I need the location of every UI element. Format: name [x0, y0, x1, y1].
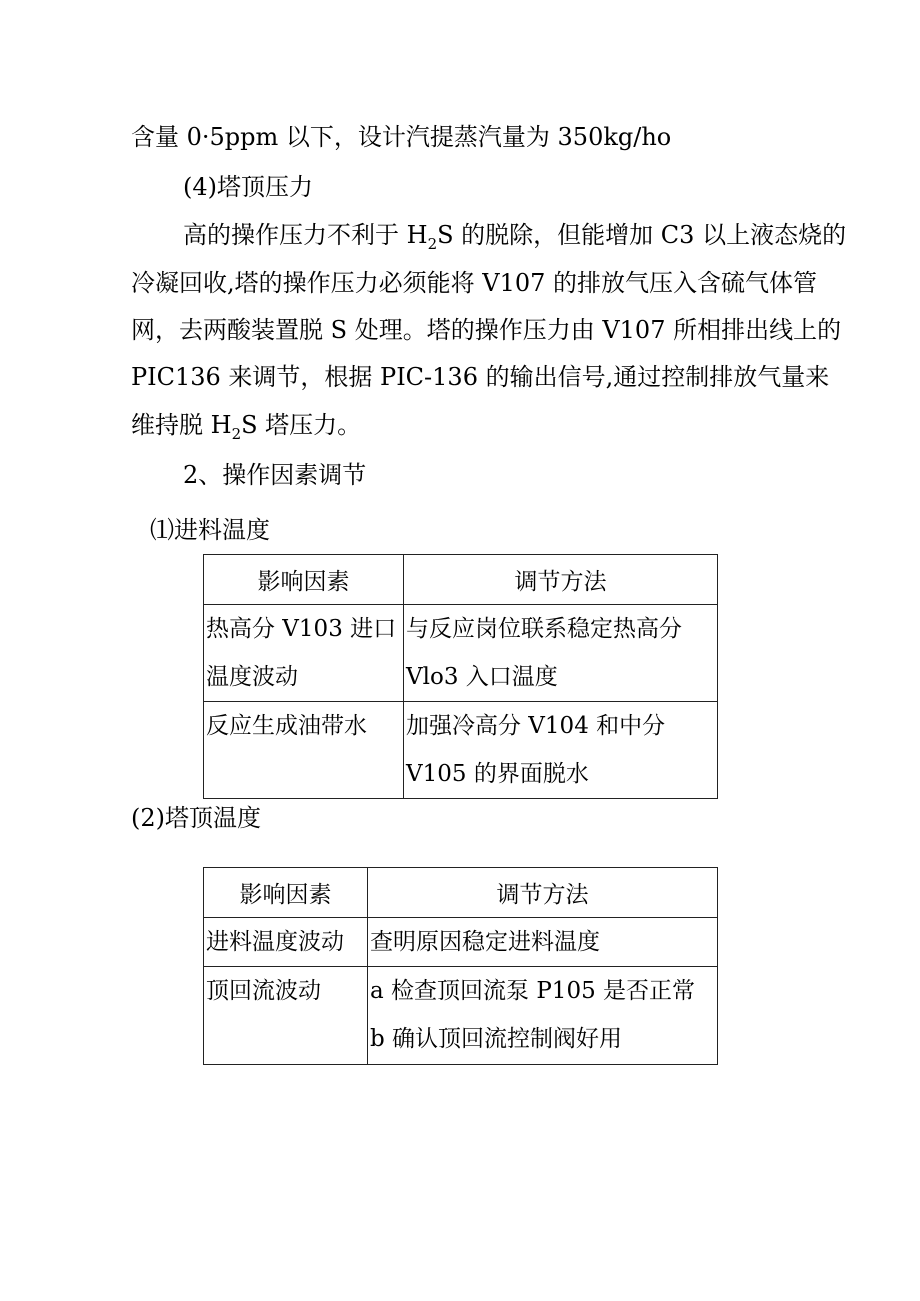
- subsection-heading: (2)塔顶温度: [131, 804, 261, 832]
- paragraph-line: PIC136 来调节，根据 PIC-136 的输出信号,通过控制排放气量来: [131, 363, 830, 391]
- cell-text: 与反应岗位联系稳定热高分: [406, 616, 682, 642]
- adjustment-table-feed-temperature: [203, 554, 718, 799]
- column-header: 调节方法: [404, 555, 718, 605]
- cell-text: 热高分 V103 进口: [206, 616, 397, 642]
- column-header: 调节方法: [368, 868, 718, 918]
- cell-text: Vlo3 入口温度: [406, 664, 558, 690]
- subsection-heading: (4)塔顶压力: [183, 173, 313, 201]
- factor-cell: [204, 605, 404, 702]
- method-cell: [404, 605, 718, 702]
- paragraph-line: 冷凝回收,塔的操作压力必须能将 V107 的排放气压入含硫气体管: [131, 269, 818, 297]
- cell-text: V105 的界面脱水: [406, 761, 589, 787]
- cell-text: 顶回流波动: [206, 978, 321, 1004]
- cell-text: 进料温度波动: [206, 929, 344, 955]
- subscript: 2: [231, 425, 242, 443]
- cell-text: 温度波动: [206, 664, 298, 690]
- paragraph-line: 含量 0·5ppm 以下，设计汽提蒸汽量为 350kg/ho: [131, 123, 672, 151]
- column-header: 影响因素: [204, 555, 404, 605]
- column-header: 影响因素: [204, 868, 368, 918]
- table-row: [204, 605, 718, 702]
- paragraph-line: [131, 410, 362, 443]
- text-fragment: 维持脱 H: [131, 411, 232, 439]
- table-row: [204, 918, 718, 967]
- factor-cell: [204, 918, 368, 967]
- cell-text: a 检查顶回流泵 P105 是否正常: [370, 978, 696, 1004]
- table-row: [204, 702, 718, 799]
- subsection-heading: ⑴进料温度: [150, 516, 270, 544]
- text-fragment: S 的脱除，但能增加 C3 以上液态烧的: [437, 221, 847, 249]
- factor-cell: [204, 967, 368, 1065]
- cell-text: 查明原因稳定进料温度: [370, 929, 600, 955]
- section-heading: 2、操作因素调节: [183, 461, 367, 489]
- cell-text: b 确认顶回流控制阀好用: [370, 1026, 623, 1052]
- cell-text: 反应生成油带水: [206, 713, 367, 739]
- text-fragment: 高的操作压力不利于 H: [183, 221, 428, 249]
- method-cell: [368, 967, 718, 1065]
- table-row: [204, 967, 718, 1065]
- subscript: 2: [427, 235, 438, 253]
- method-cell: [404, 702, 718, 799]
- method-cell: [368, 918, 718, 967]
- table-header-row: [204, 555, 718, 605]
- table-header-row: [204, 868, 718, 918]
- factor-cell: [204, 702, 404, 799]
- text-fragment: S 塔压力。: [241, 411, 362, 439]
- adjustment-table-top-temperature: [203, 867, 718, 1065]
- paragraph-line: [183, 220, 847, 253]
- paragraph-line: 网，去两酸装置脱 S 处理。塔的操作压力由 V107 所相排出线上的: [131, 316, 842, 344]
- cell-text: 加强冷高分 V104 和中分: [406, 713, 666, 739]
